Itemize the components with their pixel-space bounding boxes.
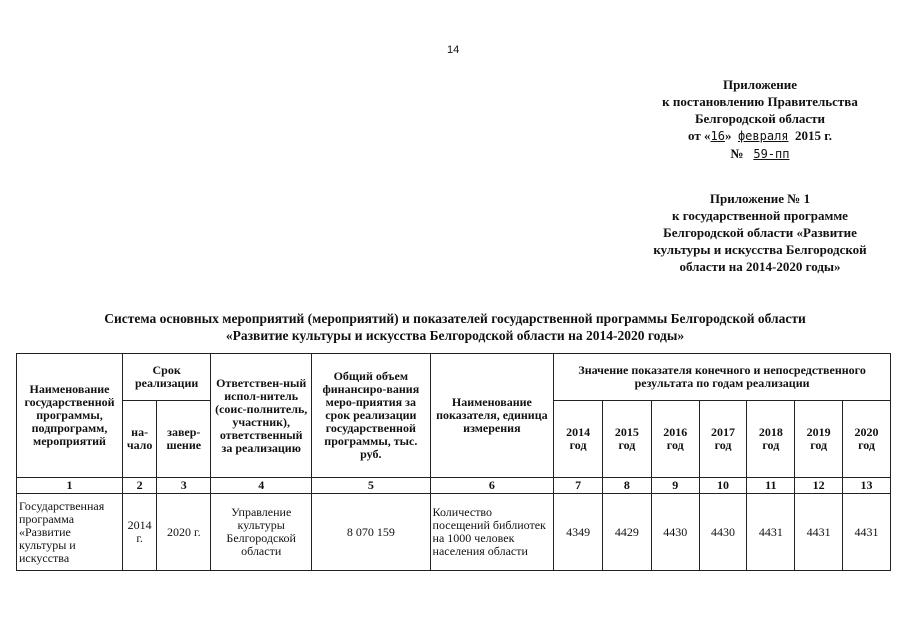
appendix-program — [615, 190, 905, 275]
date-year-end: г. — [821, 128, 832, 143]
date-mid: » — [724, 128, 732, 143]
number-value: 59-пп — [753, 147, 790, 161]
date-year-suffix: 5 — [814, 128, 822, 143]
header-year: 2019 год — [795, 401, 843, 478]
header-responsible: Ответствен-ный испол-нитель (соис-полнитель, участник), ответственный за реализацию — [211, 354, 312, 478]
appendix-government-decree — [625, 76, 895, 163]
row-value: 4430 — [651, 494, 699, 571]
column-number: 3 — [157, 478, 211, 494]
appendix-line: к государственной программе — [672, 208, 848, 223]
column-number: 1 — [17, 478, 123, 494]
column-number-row — [17, 478, 891, 494]
header-values: Значение показателя конечного и непосредственного результата по годам реализации — [554, 354, 891, 401]
date-month: февраля — [737, 129, 789, 143]
column-number: 10 — [699, 478, 747, 494]
row-start: 2014 г. — [122, 494, 156, 571]
title-line: «Развитие культуры и искусства Белгородской области на 2014-2020 годы» — [225, 328, 685, 343]
column-number: 13 — [843, 478, 891, 494]
column-number: 6 — [430, 478, 554, 494]
appendix-line: Белгородской области «Развитие — [663, 225, 857, 240]
column-number: 2 — [122, 478, 156, 494]
row-value: 4429 — [603, 494, 652, 571]
row-value: 4431 — [795, 494, 843, 571]
header-term: Срок реализации — [122, 354, 210, 401]
column-number: 7 — [554, 478, 603, 494]
row-value: 4431 — [747, 494, 795, 571]
date-prefix: от « — [688, 128, 711, 143]
header-year: 2017 год — [699, 401, 747, 478]
row-value: 4430 — [699, 494, 747, 571]
document-title — [40, 310, 870, 344]
header-year: 2020 год — [843, 401, 891, 478]
header-start: на-чало — [122, 401, 156, 478]
date-day: 16 — [710, 129, 725, 143]
header-year: 2018 год — [747, 401, 795, 478]
header-year: 2014 год — [554, 401, 603, 478]
column-number: 11 — [747, 478, 795, 494]
column-number: 5 — [312, 478, 430, 494]
row-responsible: Управление культуры Белгородской области — [211, 494, 312, 571]
appendix-line: культуры и искусства Белгородской — [653, 242, 867, 257]
row-indicator: Количество посещений библиотек на 1000 человек населения области — [430, 494, 554, 571]
measures-table — [16, 353, 891, 571]
page-number: 14 — [447, 44, 460, 56]
row-value: 4349 — [554, 494, 603, 571]
header-indicator: Наименование показателя, единица измерения — [430, 354, 554, 478]
header-name: Наименование государственной программы, подпрограмм, мероприятий — [17, 354, 123, 478]
date-year-prefix: 201 — [795, 128, 815, 143]
header-year: 2016 год — [651, 401, 699, 478]
decree-number — [625, 145, 895, 163]
column-number: 12 — [795, 478, 843, 494]
appendix-line: Приложение — [722, 77, 798, 92]
appendix-line: Приложение № 1 — [709, 191, 811, 206]
number-prefix: № — [730, 146, 744, 161]
header-year: 2015 год — [603, 401, 652, 478]
table-row — [17, 494, 891, 571]
column-number: 4 — [211, 478, 312, 494]
decree-date — [625, 127, 895, 145]
appendix-line: Белгородской области — [694, 111, 826, 126]
header-end: завер-шение — [157, 401, 211, 478]
column-number: 9 — [651, 478, 699, 494]
title-line: Система основных мероприятий (мероприятий) и показателей государственной программы Белгородской области — [104, 311, 806, 326]
header-volume: Общий объем финансиро-вания меро-приятия за срок реализации государственной программы, тыс. руб. — [312, 354, 430, 478]
appendix-line: к постановлению Правительства — [662, 94, 858, 109]
row-end: 2020 г. — [157, 494, 211, 571]
header-row — [17, 354, 891, 401]
row-value: 4431 — [843, 494, 891, 571]
row-name: Государственная программа «Развитие культуры и искусства — [17, 494, 123, 571]
column-number: 8 — [603, 478, 652, 494]
row-volume: 8 070 159 — [312, 494, 430, 571]
appendix-line: области на 2014-2020 годы» — [679, 259, 841, 274]
